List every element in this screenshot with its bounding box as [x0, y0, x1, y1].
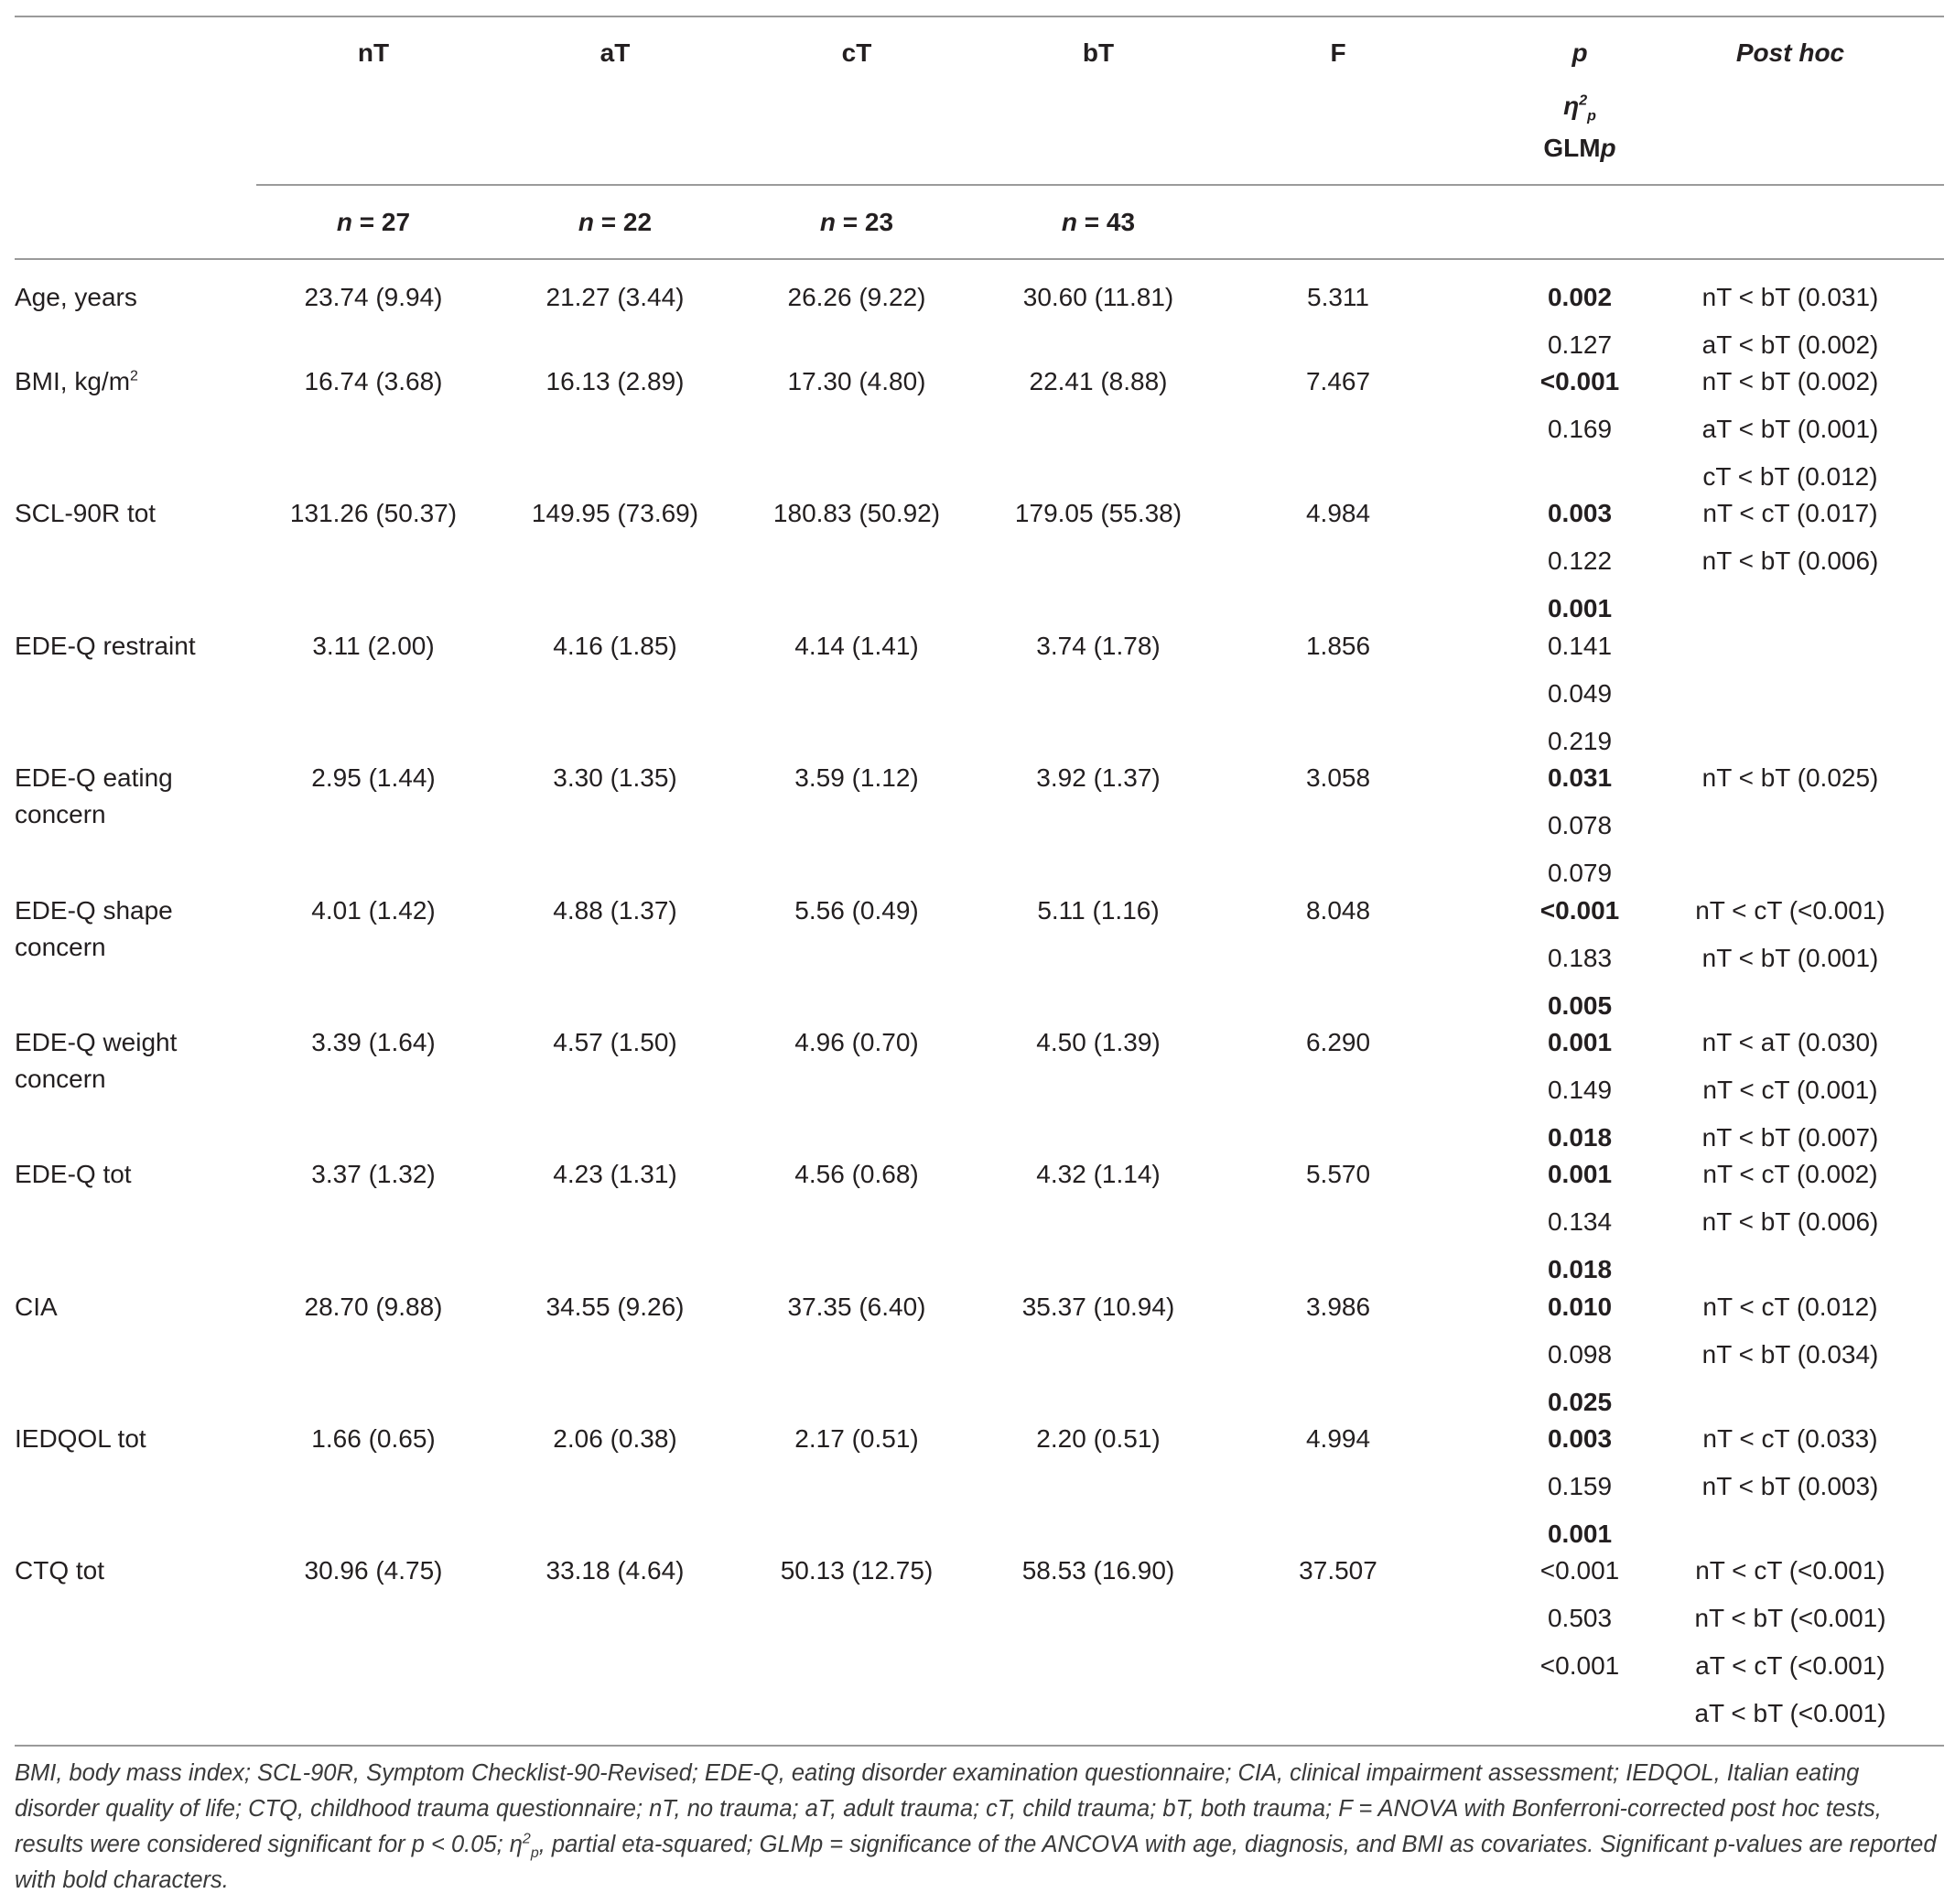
row-label	[15, 279, 253, 316]
cell-cT: 50.13 (12.75)	[780, 1556, 934, 1585]
stat-value: 0.079	[1547, 859, 1613, 887]
footnote-part1: BMI, body mass index; SCL-90R, Symptom Checklist-90-Revised; EDE-Q, eating disorder examination questionnaire; CIA, clinical impairment assessment; IEDQOL, Italian eating disorder quality of life; CTQ, childhood trauma questionnaire; nT, no trauma; aT, adult trauma; cT, child trauma; bT, both trauma; F = ANOVA with Bonferroni-corrected post hoc tests, results were considered significant for p < 0.05; η	[15, 1760, 1882, 1857]
stat-value: 0.503	[1547, 1604, 1613, 1632]
cell-F: 7.467	[1305, 367, 1371, 395]
cell-F: 4.994	[1305, 1424, 1371, 1453]
post-hoc-comparison: nT < cT (0.033)	[1702, 1424, 1878, 1453]
cell-nT: 2.95 (1.44)	[311, 763, 436, 792]
sample-rule	[15, 258, 1944, 260]
cell-F: 8.048	[1305, 896, 1371, 925]
cell-cT: 2.17 (0.51)	[794, 1424, 919, 1453]
cell-nT: 4.01 (1.42)	[311, 896, 436, 925]
row-label	[15, 1024, 253, 1098]
row-label-text: BMI, kg/m	[15, 367, 131, 395]
col-header-p: p	[1572, 38, 1588, 67]
row-label-text: EDE-Q tot	[15, 1160, 132, 1188]
post-hoc-comparison: nT < bT (0.001)	[1701, 944, 1879, 972]
stat-value: 0.005	[1547, 991, 1613, 1020]
post-hoc-comparison: aT < bT (0.002)	[1701, 330, 1879, 359]
row-label-text: EDE-Q eating concern	[15, 763, 173, 828]
post-hoc-comparison: nT < bT (0.002)	[1701, 367, 1879, 395]
stat-value: 0.003	[1547, 499, 1613, 527]
stat-value: 0.049	[1547, 679, 1613, 708]
col-header-eta	[1563, 88, 1596, 124]
post-hoc-comparison: nT < cT (<0.001)	[1695, 896, 1885, 925]
row-label	[15, 892, 253, 966]
sample-size-aT	[578, 204, 652, 241]
cell-bT: 5.11 (1.16)	[1037, 896, 1160, 925]
cell-cT: 4.96 (0.70)	[794, 1028, 919, 1056]
cell-cT: 5.56 (0.49)	[794, 896, 919, 925]
cell-bT: 2.20 (0.51)	[1036, 1424, 1161, 1453]
row-label-text: SCL-90R tot	[15, 499, 157, 527]
header-rule	[256, 184, 1944, 186]
cell-aT: 16.13 (2.89)	[545, 367, 685, 395]
cell-bT: 3.92 (1.37)	[1036, 763, 1161, 792]
cell-cT: 180.83 (50.92)	[772, 499, 941, 527]
cell-bT: 30.60 (11.81)	[1022, 283, 1174, 311]
stat-value: 0.025	[1547, 1388, 1613, 1416]
stat-value: <0.001	[1539, 1556, 1620, 1585]
col-header-nT: nT	[357, 38, 390, 67]
row-label	[15, 363, 253, 400]
post-hoc-comparison: nT < bT (0.007)	[1701, 1123, 1879, 1152]
post-hoc-comparison: nT < cT (0.012)	[1702, 1293, 1878, 1321]
cell-aT: 2.06 (0.38)	[553, 1424, 677, 1453]
post-hoc-comparison: nT < bT (0.034)	[1701, 1340, 1879, 1368]
glm-p: p	[1600, 134, 1616, 162]
cell-nT: 131.26 (50.37)	[289, 499, 458, 527]
top-rule	[15, 16, 1944, 17]
cell-aT: 4.57 (1.50)	[553, 1028, 677, 1056]
stat-value: 0.018	[1547, 1123, 1613, 1152]
row-label-text: CIA	[15, 1293, 58, 1321]
cell-cT: 4.56 (0.68)	[794, 1160, 919, 1188]
post-hoc-comparison: nT < cT (0.002)	[1702, 1160, 1878, 1188]
n-value: = 22	[594, 208, 653, 236]
stat-value: 0.141	[1547, 632, 1613, 660]
n-symbol: n	[819, 208, 837, 236]
post-hoc-comparison: cT < bT (0.012)	[1702, 462, 1878, 491]
stat-value: <0.001	[1539, 367, 1620, 395]
post-hoc-comparison: nT < bT (0.025)	[1701, 763, 1879, 792]
cell-F: 6.290	[1305, 1028, 1371, 1056]
footnote-sub: p	[530, 1845, 539, 1862]
row-label-text: EDE-Q restraint	[15, 632, 196, 660]
row-label-text: CTQ tot	[15, 1556, 105, 1585]
stat-value: 0.134	[1547, 1207, 1613, 1236]
col-header-bT: bT	[1082, 38, 1115, 67]
post-hoc-comparison: nT < cT (0.017)	[1702, 499, 1878, 527]
stat-value: 0.183	[1547, 944, 1613, 972]
stat-value: 0.098	[1547, 1340, 1613, 1368]
stat-value: <0.001	[1539, 896, 1620, 925]
col-header-aT: aT	[599, 38, 631, 67]
col-header-F: F	[1330, 38, 1346, 67]
eta-symbol: η	[1563, 92, 1580, 120]
post-hoc-comparison: nT < cT (0.001)	[1702, 1076, 1878, 1104]
row-label	[15, 1289, 253, 1325]
cell-cT: 37.35 (6.40)	[787, 1293, 926, 1321]
cell-bT: 4.50 (1.39)	[1036, 1028, 1161, 1056]
n-symbol: n	[1061, 208, 1078, 236]
post-hoc-comparison: aT < bT (0.001)	[1701, 415, 1879, 443]
n-value: = 27	[352, 208, 411, 236]
post-hoc-comparison: nT < bT (0.003)	[1701, 1472, 1879, 1500]
post-hoc-comparison: nT < cT (<0.001)	[1695, 1556, 1885, 1585]
col-header-post-hoc: Post hoc	[1735, 38, 1845, 67]
stat-value: 0.003	[1547, 1424, 1613, 1453]
col-header-glmp	[1543, 130, 1615, 167]
cell-F: 3.058	[1305, 763, 1371, 792]
cell-bT: 35.37 (10.94)	[1021, 1293, 1175, 1321]
n-value: = 23	[836, 208, 894, 236]
cell-aT: 149.95 (73.69)	[531, 499, 699, 527]
stat-value: 0.010	[1547, 1293, 1613, 1321]
post-hoc-comparison: nT < aT (0.030)	[1701, 1028, 1879, 1056]
cell-F: 4.984	[1305, 499, 1371, 527]
cell-aT: 33.18 (4.64)	[545, 1556, 685, 1585]
cell-cT: 26.26 (9.22)	[787, 283, 926, 311]
stat-value: 0.169	[1547, 415, 1613, 443]
cell-aT: 4.88 (1.37)	[553, 896, 677, 925]
sample-size-bT	[1062, 204, 1135, 241]
post-hoc-comparison: nT < bT (0.006)	[1701, 1207, 1879, 1236]
cell-aT: 4.16 (1.85)	[553, 632, 677, 660]
cell-nT: 16.74 (3.68)	[304, 367, 443, 395]
row-label-sup: 2	[130, 368, 138, 384]
row-label	[15, 495, 253, 532]
cell-nT: 3.39 (1.64)	[311, 1028, 436, 1056]
cell-aT: 34.55 (9.26)	[545, 1293, 685, 1321]
post-hoc-comparison: nT < bT (0.006)	[1701, 546, 1879, 575]
stat-value: 0.159	[1547, 1472, 1613, 1500]
footnote-part2: , partial eta-squared; GLMp = significance of the ANCOVA with age, diagnosis, and BMI as covariates. Significant p-values are reported with bold characters.	[15, 1832, 1937, 1893]
stat-value: 0.018	[1547, 1255, 1613, 1283]
col-header-cT: cT	[841, 38, 872, 67]
sample-size-nT	[337, 204, 410, 241]
bottom-rule	[15, 1745, 1944, 1747]
cell-bT: 3.74 (1.78)	[1036, 632, 1161, 660]
stat-value: 0.031	[1547, 763, 1613, 792]
footnote-sup: 2	[522, 1831, 531, 1847]
cell-F: 5.570	[1305, 1160, 1371, 1188]
row-label	[15, 1156, 253, 1193]
cell-cT: 4.14 (1.41)	[794, 632, 919, 660]
cell-aT: 3.30 (1.35)	[553, 763, 677, 792]
n-symbol: n	[578, 208, 595, 236]
stat-value: 0.002	[1547, 283, 1613, 311]
row-label-text: Age, years	[15, 283, 137, 311]
cell-F: 1.856	[1305, 632, 1371, 660]
cell-cT: 17.30 (4.80)	[787, 367, 926, 395]
cell-nT: 3.11 (2.00)	[312, 632, 435, 660]
cell-F: 5.311	[1307, 283, 1369, 311]
row-label	[15, 1552, 253, 1589]
row-label	[15, 760, 253, 833]
row-label-text: EDE-Q shape concern	[15, 896, 173, 961]
cell-nT: 1.66 (0.65)	[311, 1424, 436, 1453]
sample-size-cT	[820, 204, 893, 241]
cell-nT: 28.70 (9.88)	[304, 1293, 443, 1321]
cell-aT: 21.27 (3.44)	[545, 283, 685, 311]
post-hoc-comparison: nT < bT (<0.001)	[1694, 1604, 1886, 1632]
n-symbol: n	[336, 208, 353, 236]
n-value: = 43	[1077, 208, 1136, 236]
cell-bT: 179.05 (55.38)	[1014, 499, 1183, 527]
cell-nT: 23.74 (9.94)	[304, 283, 443, 311]
cell-nT: 30.96 (4.75)	[304, 1556, 443, 1585]
cell-bT: 4.32 (1.14)	[1036, 1160, 1161, 1188]
cell-aT: 4.23 (1.31)	[553, 1160, 677, 1188]
row-label-text: IEDQOL tot	[15, 1424, 146, 1453]
row-label	[15, 1421, 253, 1457]
stat-value: 0.001	[1547, 594, 1613, 622]
stat-value: 0.122	[1547, 546, 1613, 575]
glm-text: GLM	[1543, 134, 1601, 162]
cell-bT: 58.53 (16.90)	[1021, 1556, 1175, 1585]
stat-value: 0.127	[1547, 330, 1613, 359]
row-label-text: EDE-Q weight concern	[15, 1028, 178, 1093]
cell-cT: 3.59 (1.12)	[794, 763, 919, 792]
cell-bT: 22.41 (8.88)	[1029, 367, 1168, 395]
stat-value: 0.078	[1547, 811, 1613, 839]
table-footnote	[15, 1756, 1944, 1899]
post-hoc-comparison: nT < bT (0.031)	[1701, 283, 1879, 311]
row-label	[15, 628, 253, 665]
cell-nT: 3.37 (1.32)	[311, 1160, 436, 1188]
stat-value: 0.001	[1547, 1028, 1613, 1056]
stat-value: 0.219	[1547, 727, 1613, 755]
cell-F: 37.507	[1299, 1556, 1377, 1585]
stat-value: <0.001	[1539, 1651, 1620, 1680]
post-hoc-comparison: aT < cT (<0.001)	[1695, 1651, 1885, 1680]
stat-value: 0.001	[1547, 1160, 1613, 1188]
stat-value: 0.001	[1547, 1520, 1613, 1548]
cell-F: 3.986	[1305, 1293, 1371, 1321]
stat-value: 0.149	[1547, 1076, 1613, 1104]
post-hoc-comparison: aT < bT (<0.001)	[1694, 1699, 1886, 1727]
eta-sub: p	[1587, 108, 1596, 124]
eta-sup: 2	[1579, 92, 1588, 109]
